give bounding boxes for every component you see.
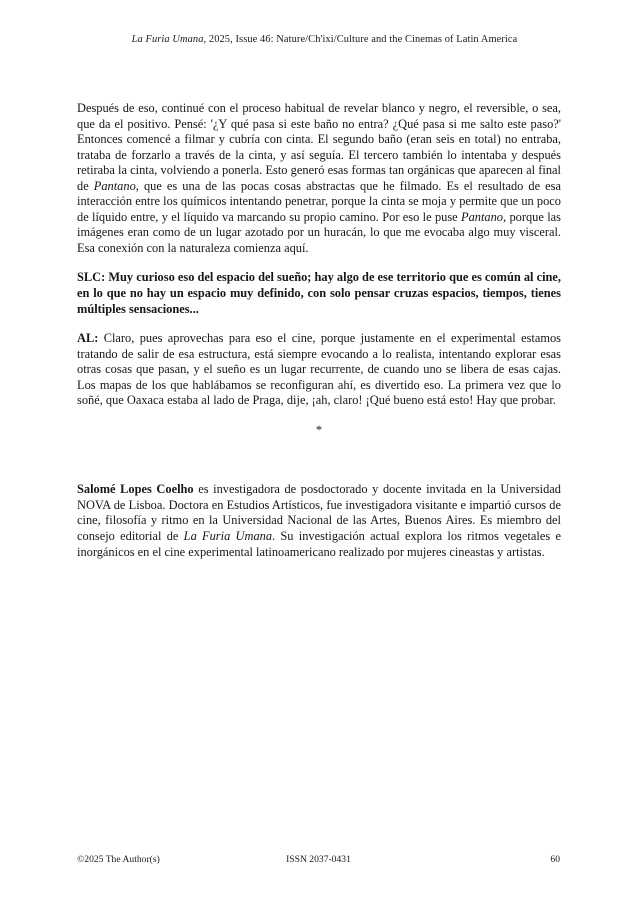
running-head-journal-title: La Furia Umana (131, 34, 204, 45)
bio-part-2: . Su investigación actual explora los ritmos vegetales e inorgánicos en el cine experimental latinoamericano realizado por mujeres cineastas y artistas. (77, 529, 561, 559)
paragraph-1-part-1: Después de eso, continué con el proceso habitual de revelar blanco y negro, el reversible, o sea, que da el positivo. Pensé: '¿Y qué pasa si este baño no entra? ¿Qué pasa si me salto este paso?' Entonces comencé a filmar y cubría con cinta. El segundo baño (eran seis en total) no entraba, trataba de forzarlo a través de la cinta, y así seguía. El tercero también lo intentaba y después retiraba la cinta, volviendo a ponerla. Esto generó esas formas tan orgánicas que aparecen al final de (77, 101, 561, 193)
page-footer (77, 852, 560, 868)
paragraph-interview-answer-2 (77, 331, 561, 409)
bio-part-1: es investigadora de posdoctorado y docente invitada en la Universidad NOVA de Lisboa. Doctora en Estudios Artísticos, fue investigadora visitante e impartió cursos de cine, filosofía y ritmo en la Universidad Nacional de las Artes, Buenos Aires. Es miembro del consejo editorial de (77, 482, 561, 544)
section-separator-asterisk: * (315, 422, 323, 437)
bio-spacer (77, 462, 561, 482)
paragraph-3-text: Claro, pues aprovechas para eso el cine, porque justamente en el experimental estamos tratando de salir de esa estructura, está siempre evocando a lo realista, intentando explorar esas otras cosas que pasan, y el sueño es un lugar recurrente, de cuando uno se libera de esas cajas. Los mapas de los que hablábamos se reconfiguran ahí, es divertido eso. La primera vez que lo soñé, que Oaxaca estaba al lado de Praga, dije, ¡ah, claro! ¡Qué bueno está esto! Hay que probar. (77, 331, 561, 408)
footer-page-number: 60 (550, 854, 560, 865)
running-head (77, 33, 572, 47)
paragraph-1-italic-title-2: Pantano (461, 209, 504, 224)
bio-italic-journal-title: La Furia Umana (183, 529, 273, 544)
footer-issn: ISSN 2037-0431 (286, 854, 351, 865)
paragraph-1-italic-title-1: Pantano (93, 178, 136, 193)
running-head-issue-info: , 2025, Issue 46: Nature/Ch'ixi/Culture and the Cinemas of Latin America (203, 34, 518, 45)
footer-copyright: ©2025 The Author(s) (77, 854, 160, 865)
body-column (77, 101, 561, 560)
speaker-label-al: AL: (77, 331, 99, 346)
paragraph-question-slc: SLC: Muy curioso eso del espacio del sueño; hay algo de ese territorio que es común al cine, en lo que no hay un espacio muy definido, con solo pensar cruzas espacios, tiempos, tienes múltiples sensaciones... (77, 270, 561, 316)
paragraph-1-part-3: , porque las imágenes eran como de un lugar azotado por un huracán, lo que me evocaba algo muy visceral. Esa conexión con la naturaleza comienza aquí. (77, 209, 561, 255)
paragraph-author-bio (77, 482, 561, 560)
paragraph-interview-answer-1 (77, 101, 561, 256)
author-name: Salomé Lopes Coelho (77, 482, 194, 497)
paragraph-1-part-2: , que es una de las pocas cosas abstractas que he filmado. Es el resultado de esa interacción entre los químicos intentando penetrar, porque la cinta se moja y permite que un poco de líquido entre, y el líquido va marcando su propio camino. Por eso le puse (77, 178, 562, 224)
